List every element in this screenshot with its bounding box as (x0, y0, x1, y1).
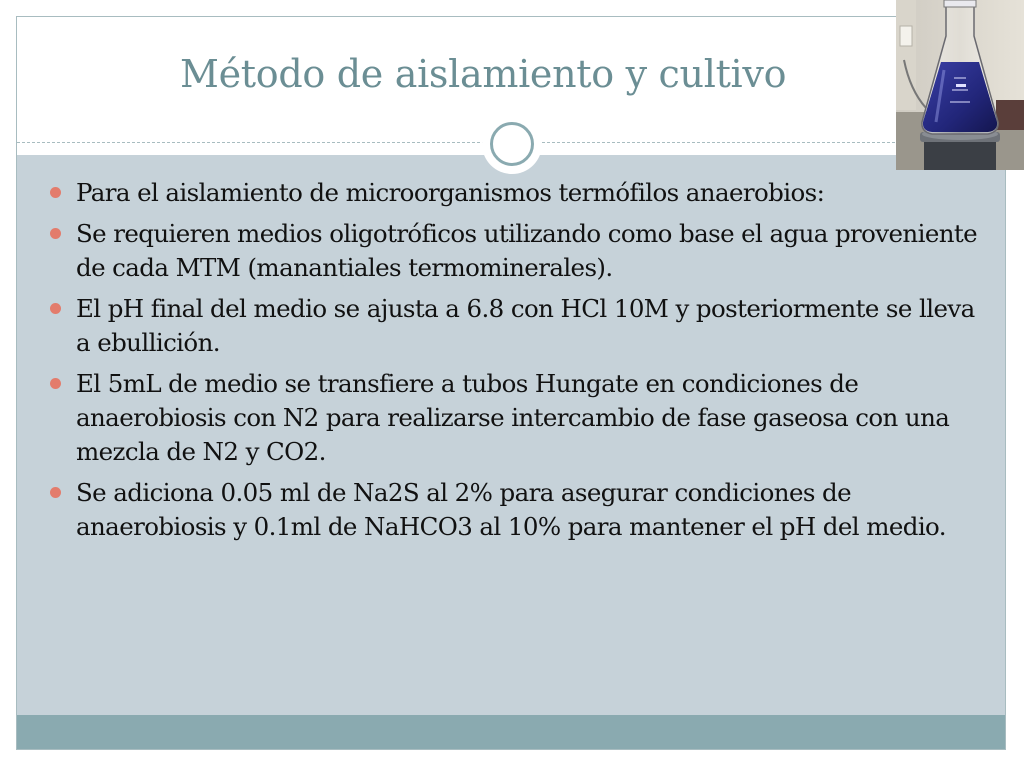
bullet-text: Para el aislamiento de microorganismos termófilos anaerobios: (76, 178, 825, 207)
bullet-dot-icon (50, 187, 61, 198)
bullet-dot-icon (50, 228, 61, 239)
flask-image (896, 0, 1024, 170)
bullet-list (50, 176, 980, 551)
bullet-text: El 5mL de medio se transfiere a tubos Hungate en condiciones de anaerobiosis con N2 para realizarse intercambio de fase gaseosa con una mezcla de N2 y CO2. (76, 369, 950, 466)
bullet-dot-icon (50, 303, 61, 314)
bullet-dot-icon (50, 378, 61, 389)
circle-ring-icon (490, 122, 534, 166)
bullet-item (50, 367, 980, 469)
bullet-dot-icon (50, 487, 61, 498)
bullet-item (50, 176, 980, 210)
footer-bar (17, 715, 1005, 749)
bullet-text: Se requieren medios oligotróficos utilizando como base el agua proveniente de cada MTM (manantiales termominerales). (76, 219, 978, 282)
bullet-item (50, 292, 980, 360)
bullet-text: Se adiciona 0.05 ml de Na2S al 2% para asegurar condiciones de anaerobiosis y 0.1ml de NaHCO3 al 10% para mantener el pH del medio. (76, 478, 946, 541)
bullet-text: El pH final del medio se ajusta a 6.8 con HCl 10M y posteriormente se lleva a ebullición. (76, 294, 975, 357)
erlenmeyer-flask-photo (896, 0, 1024, 170)
slide-title: Método de aislamiento y cultivo (180, 52, 787, 96)
bullet-item (50, 217, 980, 285)
bullet-item (50, 476, 980, 544)
